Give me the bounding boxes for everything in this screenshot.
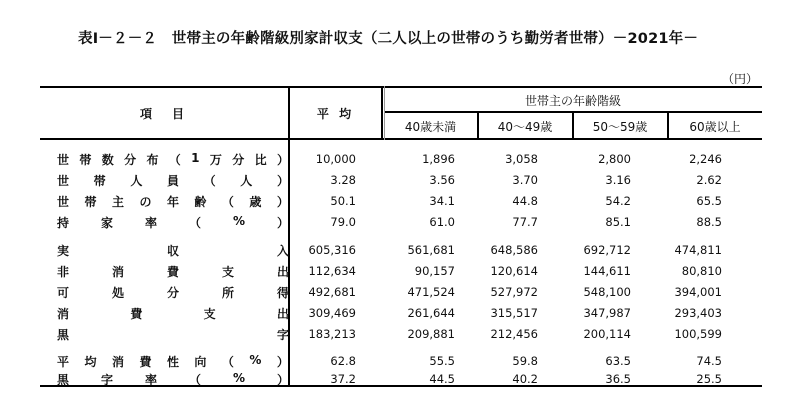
header-item: 項 目 [139,107,188,121]
row-label-char: （ [221,195,234,209]
row-label-char: 均 [84,355,97,369]
cell-age-group-2: 212,456 [490,327,538,341]
row-label-char: 世 [57,153,70,167]
row-label-char: 出 [276,265,289,279]
cell-age-group-1: 471,524 [407,285,455,299]
cell-average: 605,316 [308,243,356,257]
row-label-char: 分 [166,286,179,300]
cell-average: 62.8 [330,354,356,368]
cell-average: 3.28 [330,173,356,187]
row-label-char: （ [168,153,181,167]
cell-age-group-4: 474,811 [674,243,722,257]
row-label-char: 費 [139,355,152,369]
cell-age-group-1: 61.0 [429,215,455,229]
row-label [57,193,289,210]
cell-age-group-4: 88.5 [696,215,722,229]
cell-age-group-2: 77.7 [512,215,538,229]
cell-age-group-3: 200,114 [583,327,631,341]
average-divider [381,86,383,140]
row-label-char: % [249,353,262,367]
row-label-char: の [139,195,152,209]
header-age-group: 世帯主の年齢階級 [524,94,621,108]
cell-age-group-2: 40.2 [512,372,538,386]
cell-age-group-3: 3.16 [605,173,631,187]
cell-age-group-3: 54.2 [605,194,631,208]
row-label [57,326,289,343]
cell-age-group-4: 80,810 [681,264,722,278]
row-label-char: （ [188,216,201,230]
row-label-char: 1 [191,151,200,165]
row-label-char: 世 [57,195,70,209]
row-label [57,214,289,231]
row-label-char: % [232,371,245,385]
row-label [57,263,289,280]
row-label-char: 得 [276,286,289,300]
row-label-char: 万 [209,153,222,167]
row-label [57,305,289,322]
cell-age-group-2: 648,586 [490,243,538,257]
cell-age-group-3: 347,987 [583,306,631,320]
cell-average: 37.2 [330,372,356,386]
cell-age-group-1: 90,157 [414,264,455,278]
row-label-char: 入 [276,244,289,258]
cell-average: 309,469 [308,306,356,320]
row-label-char: 帯 [93,174,106,188]
cell-age-group-1: 34.1 [429,194,455,208]
header-col-60plus: 60歳以上 [689,120,741,134]
row-label-char: 歳 [249,195,262,209]
header-col-40s: 40～49歳 [497,120,553,134]
row-label-char: 人 [130,174,143,188]
cell-age-group-2: 3,058 [505,152,538,166]
header-bottom-rule [40,138,762,140]
row-label-char: 数 [101,153,114,167]
row-label-char: 比 [254,153,267,167]
row-label-char: 実 [57,244,70,258]
row-label-char: % [232,214,245,228]
row-label-char: 字 [100,373,113,387]
cell-age-group-2: 315,517 [490,306,538,320]
row-label-char: 家 [100,216,113,230]
row-label-char: 費 [166,265,179,279]
cell-age-group-3: 2,800 [598,152,631,166]
cell-average: 112,634 [308,264,356,278]
cell-age-group-2: 59.8 [512,354,538,368]
cell-age-group-3: 85.1 [605,215,631,229]
cell-age-group-4: 394,001 [674,285,722,299]
cell-age-group-3: 144,611 [583,264,631,278]
cell-age-group-1: 261,644 [407,306,455,320]
cell-average: 492,681 [308,285,356,299]
row-label [57,151,289,168]
cell-age-group-2: 3.70 [512,173,538,187]
row-label-char: 黒 [57,373,70,387]
row-label-char: 所 [221,286,234,300]
row-label-char: 率 [144,373,157,387]
row-label [57,371,289,388]
row-label-char: ） [276,355,289,369]
row-label-char: ） [276,216,289,230]
row-label-char: 黒 [57,328,70,342]
row-label [57,284,289,301]
cell-average: 50.1 [330,194,356,208]
row-label-char: 字 [276,328,289,342]
row-label-char: 可 [57,286,70,300]
row-label-char: （ [203,174,216,188]
cell-age-group-3: 692,712 [583,243,631,257]
cell-age-group-1: 1,896 [422,152,455,166]
row-label-char: 率 [144,216,157,230]
row-label-char: 主 [111,195,124,209]
row-label-char: 収 [166,244,179,258]
cell-age-group-4: 2,246 [689,152,722,166]
row-label-char: ） [276,153,289,167]
header-average: 平 均 [316,107,355,121]
row-label-char: ） [276,195,289,209]
row-label-char: 分 [232,153,245,167]
cell-age-group-1: 44.5 [429,372,455,386]
row-label-char: ） [276,174,289,188]
row-label-char: 消 [111,355,124,369]
cell-average: 10,000 [315,152,356,166]
row-label-char: （ [221,355,234,369]
unit-label: （円） [722,72,759,86]
row-label-char: 持 [57,216,70,230]
top-rule [40,86,762,88]
cell-age-group-4: 65.5 [696,194,722,208]
row-label-char: 向 [194,355,207,369]
row-label-char: ） [276,373,289,387]
row-label-char: 帯 [79,153,92,167]
cell-age-group-3: 548,100 [583,285,631,299]
cell-age-group-2: 527,972 [490,285,538,299]
row-label-char: 消 [57,307,70,321]
row-label-char: 布 [146,153,159,167]
row-label-char: 出 [276,307,289,321]
cell-average: 79.0 [330,215,356,229]
cell-age-group-1: 55.5 [429,354,455,368]
row-label-char: 費 [130,307,143,321]
row-label-char: 支 [203,307,216,321]
cell-age-group-2: 44.8 [512,194,538,208]
row-label-char: 世 [57,174,70,188]
row-label-char: （ [188,373,201,387]
row-label [57,242,289,259]
row-label-char: 人 [240,174,253,188]
row-label-char: 支 [221,265,234,279]
row-label-char: 年 [166,195,179,209]
cell-age-group-4: 2.62 [696,173,722,187]
header-col-50s: 50～59歳 [592,120,648,134]
row-label-char: 平 [57,355,70,369]
table-title: 表Ⅰ－２－２ 世帯主の年齢階級別家計収支（二人以上の世帯のうち勤労者世帯）－2021年－ [78,31,699,47]
cell-age-group-4: 100,599 [674,327,722,341]
header-col-under40: 40歳未満 [404,120,457,134]
cell-age-group-1: 209,881 [407,327,455,341]
cell-age-group-4: 74.5 [696,354,722,368]
row-label-char: 帯 [84,195,97,209]
cell-age-group-3: 63.5 [605,354,631,368]
cell-age-group-3: 36.5 [605,372,631,386]
row-label-char: 消 [111,265,124,279]
row-label [57,172,289,189]
row-label-char: 性 [166,355,179,369]
row-label-char: 齢 [194,195,207,209]
row-label-char: 処 [111,286,124,300]
cell-age-group-1: 561,681 [407,243,455,257]
row-label [57,353,289,370]
cell-age-group-4: 293,403 [674,306,722,320]
row-label-char: 員 [166,174,179,188]
cell-average: 183,213 [308,327,356,341]
row-label-char: 非 [57,265,70,279]
cell-age-group-2: 120,614 [490,264,538,278]
cell-age-group-4: 25.5 [696,372,722,386]
cell-age-group-1: 3.56 [429,173,455,187]
row-label-char: 分 [124,153,137,167]
